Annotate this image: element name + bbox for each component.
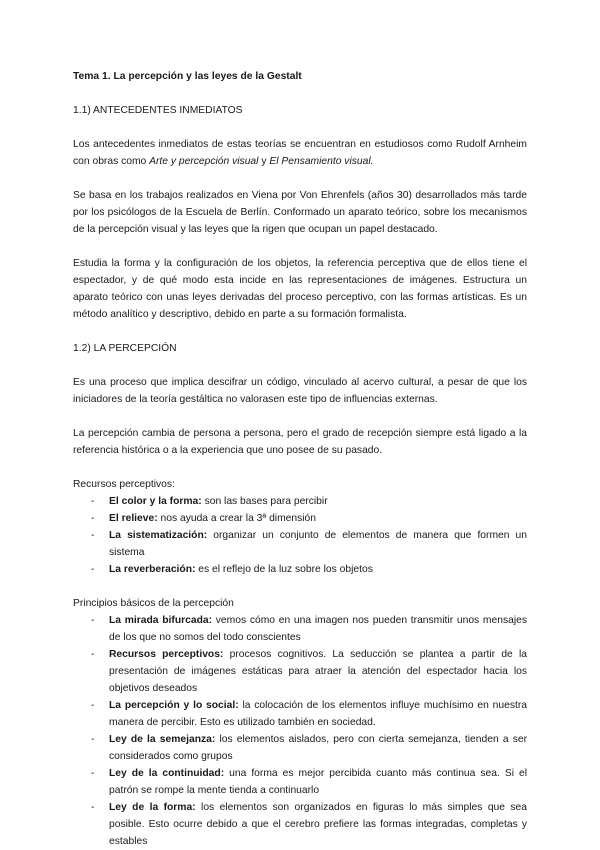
paragraph-viena: Se basa en los trabajos realizados en Viena por Von Ehrenfels (años 30) desarrollados más tarde por los psicólogos de la Escuela de Berlín. Conformado un aparato teórico, sobre los mecanismos de la percepción visual y las leyes que la rigen que ocupan un papel destacado. xyxy=(73,190,527,235)
dash-bullet: - xyxy=(91,649,95,660)
item-text: procesos cognitivos. La seducción se plantea a partir de la presentación de imágenes estáticas para atraer la atención del espectador hacia los objetivos deseados xyxy=(109,649,527,694)
item-term: La reverberación: xyxy=(109,564,196,575)
list-item xyxy=(73,510,527,527)
item-text: la colocación de los elementos influye muchísimo en nuestra manera de percibir. Esto es utilizado también en sociedad. xyxy=(109,700,527,728)
dash-bullet: - xyxy=(91,496,95,507)
list-item xyxy=(73,612,527,646)
dash-bullet: - xyxy=(91,615,95,626)
item-text: son las bases para percibir xyxy=(201,496,328,507)
dash-bullet: - xyxy=(91,802,95,813)
item-text: organizar un conjunto de elementos de manera que formen un sistema xyxy=(109,530,527,558)
p1-book-title-1: Arte y percepción visual xyxy=(149,156,259,167)
document-title: Tema 1. La percepción y las leyes de la Gestalt xyxy=(73,71,302,82)
item-term: El relieve: xyxy=(109,513,158,524)
item-term: La sistematización: xyxy=(109,530,208,541)
paragraph-antecedentes xyxy=(73,136,527,170)
recursos-list xyxy=(73,493,527,578)
dash-bullet: - xyxy=(91,768,95,779)
recursos-heading: Recursos perceptivos: xyxy=(73,479,175,490)
p1-text-c: y xyxy=(258,156,270,167)
list-item xyxy=(73,646,527,697)
paragraph-proceso: Es una proceso que implica descifrar un código, vinculado al acervo cultural, a pesar de que los iniciadores de la teoría gestáltica no valorasen este tipo de influencias externas. xyxy=(73,377,527,405)
section-heading-percepcion: 1.2) LA PERCEPCIÓN xyxy=(73,343,177,354)
item-term: Ley de la semejanza: xyxy=(109,734,216,745)
list-item xyxy=(73,765,527,799)
paragraph-forma: Estudia la forma y la configuración de los objetos, la referencia perceptiva que de ellos tiene el espectador, y de qué modo esta incide en las representaciones de imágenes. Estructura un aparato teórico con unas leyes derivadas del proceso perceptivo, con las formas artísticas. Es un método analítico y descriptivo, debido en parte a su formación formalista. xyxy=(73,258,527,320)
item-term: Recursos perceptivos: xyxy=(109,649,224,660)
item-term: La percepción y lo social: xyxy=(109,700,239,711)
list-item xyxy=(73,799,527,850)
item-text: vemos cómo en una imagen nos pueden transmitir unos mensajes de los que no somos del todo conscientes xyxy=(109,615,527,643)
dash-bullet: - xyxy=(91,734,95,745)
list-item xyxy=(73,527,527,561)
item-text: una forma es mejor percibida cuanto más continua sea. Si el patrón se rompe la mente tienda a continuarlo xyxy=(109,768,528,796)
principios-list xyxy=(73,612,527,850)
dash-bullet: - xyxy=(91,700,95,711)
list-item xyxy=(73,561,527,578)
item-text: los elementos aislados, pero con cierta semejanza, tienden a ser considerados como grupos xyxy=(109,734,528,762)
item-text: nos ayuda a crear la 3ª dimensión xyxy=(157,513,317,524)
list-item xyxy=(73,697,527,731)
dash-bullet: - xyxy=(91,564,95,575)
list-item xyxy=(73,731,527,765)
list-item xyxy=(73,493,527,510)
dash-bullet: - xyxy=(91,513,95,524)
principios-heading: Principios básicos de la percepción xyxy=(73,598,234,609)
item-term: La mirada bifurcada: xyxy=(109,615,213,626)
item-text: es el reflejo de la luz sobre los objetos xyxy=(195,564,373,575)
section-heading-antecedentes: 1.1) ANTECEDENTES INMEDIATOS xyxy=(73,105,243,116)
paragraph-cambia: La percepción cambia de persona a persona, pero el grado de recepción siempre está ligado a la referencia histórica o a la experiencia que uno posee de su pasado. xyxy=(73,428,527,456)
dash-bullet: - xyxy=(91,530,95,541)
item-term: Ley de la continuidad: xyxy=(109,768,225,779)
item-text: los elementos son organizados en figuras lo más simples que sea posible. Esto ocurre debido a que el cerebro prefiere las formas integradas, completas y estables xyxy=(109,802,528,847)
item-term: El color y la forma: xyxy=(109,496,202,507)
p1-book-title-2: El Pensamiento visual. xyxy=(269,156,374,167)
item-term: Ley de la forma: xyxy=(109,802,196,813)
p1-text-a: Los antecedentes inmediatos de estas teorías se encuentran en estudiosos como Rudolf Arnheim con obras como xyxy=(73,139,527,167)
